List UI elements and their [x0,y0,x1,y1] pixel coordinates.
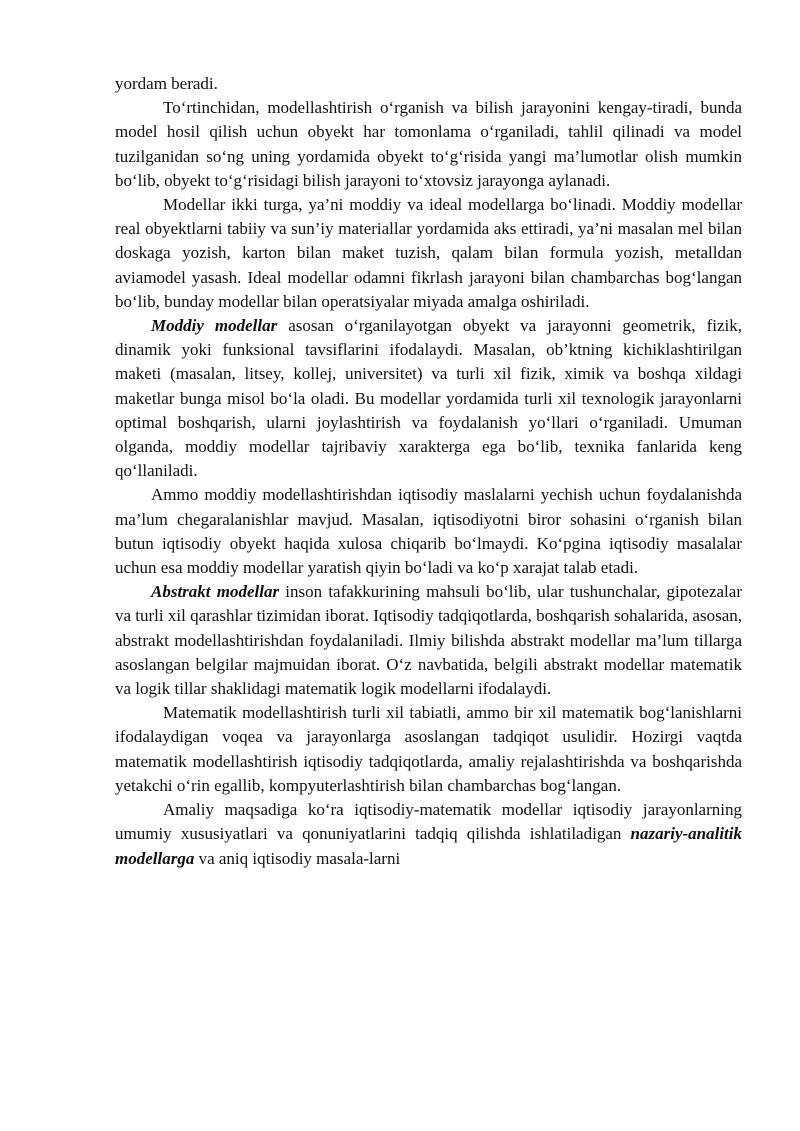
paragraph-mathematical-modeling: Matematik modellashtirish turli xil tabiatli, ammo bir xil matematik bog‘lanishlarni ifodalaydigan voqea va jarayonlarga asoslangan tadqiqot usulidir. Hozirgi vaqtda matematik modellashtirish iqtisodiy tadqiqotlarda, amaliy rejalashtirishda va boshqarishda yetakchi o‘rin egallib, kompyuterlashtirish bilan chambarchas bog‘langan. [115,703,742,795]
term-abstract-models: Abstrakt modellar [151,582,280,602]
paragraph-material-models [115,314,742,483]
paragraph-limitations: Ammo moddiy modellashtirishdan iqtisodiy maslalarni yechish uchun foydalanishda ma’lum chegaralanishlar mavjud. Masalan, iqtisodiyotni biror sohasini o‘rganish bilan butun iqtisodiy obyekt haqida xulosa chiqarib bo‘lmaydi. Ko‘pgina iqtisodiy masalalar uchun esa moddiy modellar yaratish qiyin bo‘ladi va ko‘p xarajat talab etadi. [115,485,742,578]
document-page [115,72,742,871]
paragraph-model-types: Modellar ikki turga, ya’ni moddiy va ideal modellarga bo‘linadi. Moddiy modellar real obyektlarni tabiiy va sun’iy materiallar yordamida aks ettiradi, ya’ni masalan mel bilan doskaga yozish, karton bilan maket tuzish, qalam bilan formula yozish, metalldan aviamodel yasash. Ideal modellar odamni fikrlash jarayoni bilan chambarchas bog‘langan bo‘lib, bunday modellar bilan operatsiyalar miyada amalga oshiriladi. [115,195,742,311]
term-material-models: Moddiy modellar [151,316,278,336]
paragraph-continuation: yordam beradi. [115,74,218,93]
term-theoretical-analytical-models: nazariy-analitik modellarga [115,824,742,868]
paragraph-abstract-models [115,580,742,701]
paragraph-text: inson tafakkurining mahsuli bo‘lib, ular tushunchalar, gipotezalar va turli xil qarashlar tizimidan iborat. Iqtisodiy tadqiqotlarda, boshqarish sohalarida, asosan, abstrakt modellashtirishdan foydalaniladi. Ilmiy bilishda abstrakt modellar ma’lum tillarga asoslangan belgilar majmuidan iborat. O‘z navbatida, belgili abstrakt modellar matematik va logik tillar shaklidagi matematik logik modellarni ifodalaydi. [115,582,742,699]
paragraph-text: va aniq iqtisodiy masala-larni [194,848,401,868]
paragraph-text: asosan o‘rganilayotgan obyekt va jarayonni geometrik, fizik, dinamik yoki funksional tavsiflarini ifodalaydi. Masalan, ob’ktning kichiklashtirilgan maketi (masalan, litsey, kollej, universitet) va turli xil fizik, ximik va boshqa xildagi maketlar bunga misol bo‘la oladi. Bu modellar yordamida turli xil texnologik jarayonlarni optimal boshqarish, ularni joylashtirish va foydalanish yo‘llari o‘rganiladi. Umuman olganda, moddiy modellar tajribaviy xarakterga ega bo‘lib, texnika fanlarida keng qo‘llaniladi. [115,316,743,481]
paragraph-fourthly: To‘rtinchidan, modellashtirish o‘rganish va bilish jarayonini kengay-tiradi, bunda model hosil qilish uchun obyekt har tomonlama o‘rganiladi, tahlil qilinadi va model tuzilganidan so‘ng uning yordamida obyekt to‘g‘risida yangi ma’lumotlar olish mumkin bo‘lib, obyekt to‘g‘risidagi bilish jarayoni to‘xtovsiz jarayonga aylanadi. [115,98,742,190]
paragraph-practical-purpose [115,798,742,871]
paragraph-text: Amaliy maqsadiga ko‘ra iqtisodiy-matematik modellar iqtisodiy jarayonlarning umumiy xususiyatlari va qonuniyatlarini tadqiq qilishda ishlatiladigan [115,800,742,844]
